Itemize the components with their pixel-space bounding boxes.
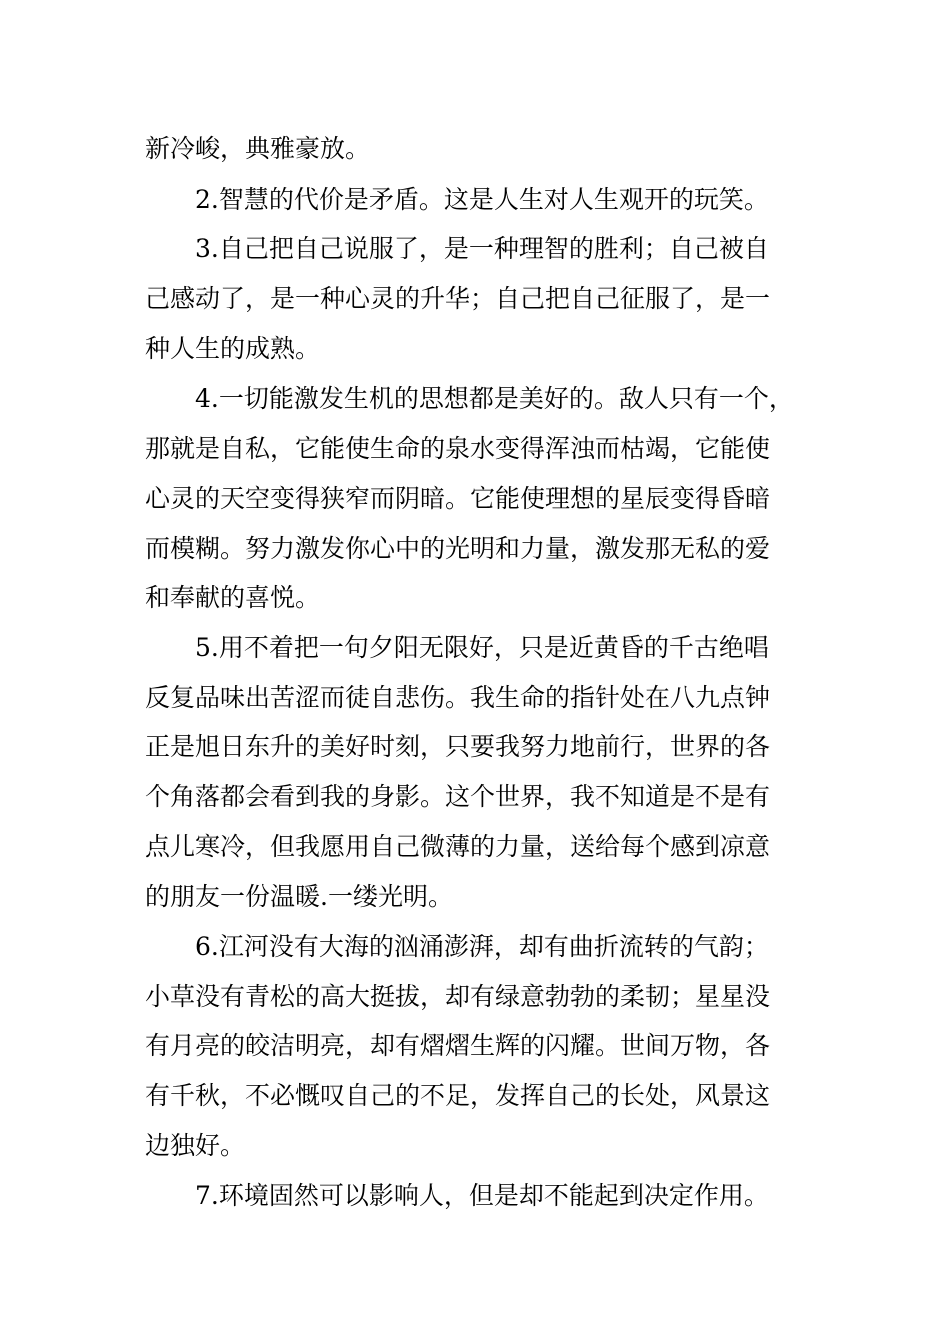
text-line: 正是旭日东升的美好时刻，只要我努力地前行，世界的各 xyxy=(145,732,771,761)
text-line: 点儿寒冷，但我愿用自己微薄的力量，送给每个感到凉意 xyxy=(145,832,771,861)
text-line: 而模糊。努力激发你心中的光明和力量，激发那无私的爱 xyxy=(145,534,771,563)
text-line: 边独好。 xyxy=(145,1131,246,1160)
paragraph-2-line: 2.智慧的代价是矛盾。这是人生对人生观开的玩笑。 xyxy=(195,185,769,214)
text-line: 小草没有青松的高大挺拔，却有绿意勃勃的柔韧；星星没 xyxy=(145,982,771,1011)
text-line: 己感动了，是一种心灵的升华；自己把自己征服了，是一 xyxy=(145,284,771,313)
text-line: 个角落都会看到我的身影。这个世界，我不知道是不是有 xyxy=(145,782,771,811)
text-line: 有千秋，不必慨叹自己的不足，发挥自己的长处，风景这 xyxy=(145,1081,771,1110)
paragraph-4-line: 4.一切能激发生机的思想都是美好的。敌人只有一个， xyxy=(195,384,794,413)
text-line: 心灵的天空变得狭窄而阴暗。它能使理想的星辰变得昏暗 xyxy=(145,484,771,513)
paragraph-5-line: 5.用不着把一句夕阳无限好，只是近黄昏的千古绝唱 xyxy=(195,633,769,662)
paragraph-3-line: 3.自己把自己说服了，是一种理智的胜利；自己被自 xyxy=(195,234,769,263)
paragraph-6-line: 6.江河没有大海的汹涌澎湃，却有曲折流转的气韵； xyxy=(195,932,769,961)
text-line: 种人生的成熟。 xyxy=(145,334,321,363)
paragraph-7-line: 7.环境固然可以影响人，但是却不能起到决定作用。 xyxy=(195,1181,769,1210)
text-line: 那就是自私，它能使生命的泉水变得浑浊而枯竭，它能使 xyxy=(145,434,771,463)
text-line: 和奉献的喜悦。 xyxy=(145,583,321,612)
text-line: 新冷峻，典雅豪放。 xyxy=(145,134,371,163)
text-line: 有月亮的皎洁明亮，却有熠熠生辉的闪耀。世间万物，各 xyxy=(145,1031,771,1060)
text-line: 的朋友一份温暖.一缕光明。 xyxy=(145,882,453,911)
text-line: 反复品味出苦涩而徒自悲伤。我生命的指针处在八九点钟 xyxy=(145,683,771,712)
